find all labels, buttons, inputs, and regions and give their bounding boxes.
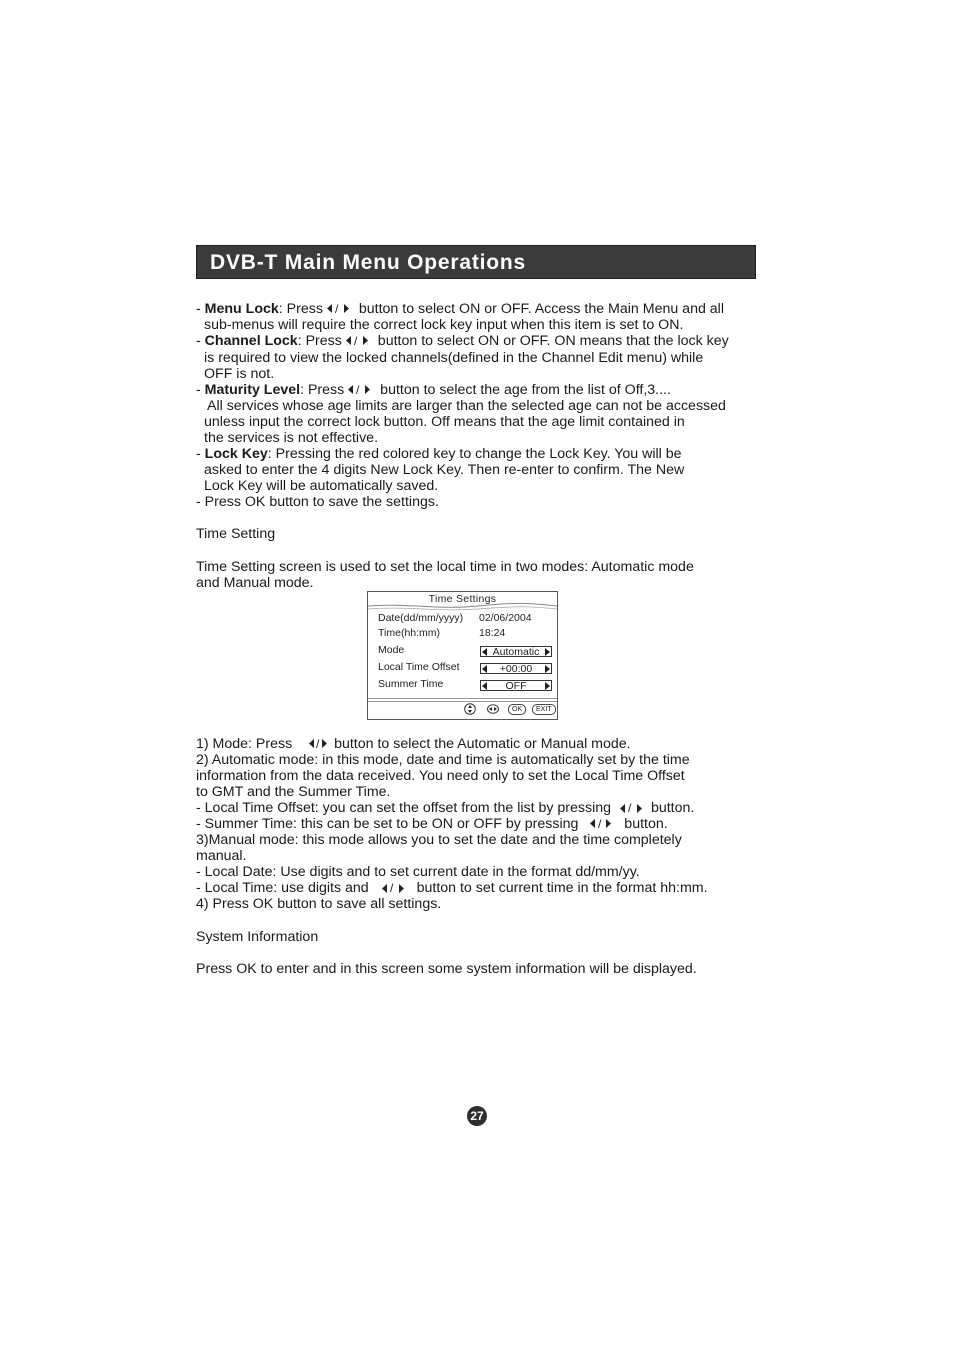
right-arrow-icon xyxy=(545,665,550,673)
right-arrow-icon xyxy=(545,682,550,690)
osd-offset-label: Local Time Offset xyxy=(378,661,460,673)
left-right-arrows-icon xyxy=(346,384,374,395)
osd-footer-divider xyxy=(368,698,557,699)
menu-lock-line2: sub-menus will require the correct lock key input when this item is set to ON. xyxy=(204,317,684,333)
instruction-line-8: manual. xyxy=(196,848,247,864)
section-banner xyxy=(196,245,756,279)
left-right-nav-icon xyxy=(487,704,499,714)
menu-lock-line1: - Menu Lock: Press / button to select ON or OFF. Access the Main Menu and all xyxy=(196,301,724,317)
lock-key-term: Lock Key xyxy=(204,446,268,462)
instruction-line-2: 2) Automatic mode: in this mode, date and time is automatically set by the time xyxy=(196,752,690,768)
svg-text:/: / xyxy=(356,384,360,395)
maturity-level-term: Maturity Level xyxy=(204,382,301,398)
instruction-line-3: information from the data received. You need only to set the Local Time Offset xyxy=(196,768,685,784)
left-right-arrows-icon xyxy=(617,802,645,813)
instruction-line-5: - Local Time Offset: you can set the offset from the list by pressing / button. xyxy=(196,800,695,816)
left-right-arrows-icon xyxy=(298,738,328,749)
osd-time-value[interactable]: 18:24 xyxy=(479,627,506,639)
left-right-arrows-icon xyxy=(584,818,618,829)
channel-lock-line2: is required to view the locked channels(defined in the Channel Edit menu) while xyxy=(204,350,704,366)
lock-key-line3: Lock Key will be automatically saved. xyxy=(204,478,439,494)
up-down-nav-icon xyxy=(464,703,476,715)
time-setting-intro-line2: and Manual mode. xyxy=(196,575,314,591)
save-note: - Press OK button to save the settings. xyxy=(196,494,439,510)
instruction-line-10: - Local Time: use digits and / button to set current time in the format hh:mm. xyxy=(196,880,708,896)
channel-lock-term: Channel Lock xyxy=(204,333,298,349)
system-info-heading: System Information xyxy=(196,929,319,945)
osd-date-value[interactable]: 02/06/2004 xyxy=(479,612,532,624)
channel-lock-line1: - Channel Lock: Press / button to select ON or OFF. ON means that the lock key xyxy=(196,333,729,349)
instruction-line-6: - Summer Time: this can be set to be ON or OFF by pressing / button. xyxy=(196,816,668,832)
svg-text:/: / xyxy=(316,738,320,749)
time-setting-intro-line1: Time Setting screen is used to set the local time in two modes: Automatic mode xyxy=(196,559,694,575)
ok-button[interactable]: OK xyxy=(508,704,526,715)
time-setting-heading: Time Setting xyxy=(196,526,276,542)
osd-summer-label: Summer Time xyxy=(378,678,444,690)
svg-text:/: / xyxy=(334,303,339,314)
channel-lock-line3: OFF is not. xyxy=(204,366,275,382)
right-arrow-icon xyxy=(545,648,550,656)
instruction-line-7: 3)Manual mode: this mode allows you to set the date and the time completely xyxy=(196,832,682,848)
svg-text:/: / xyxy=(353,335,358,346)
left-right-arrows-icon xyxy=(344,335,372,346)
maturity-level-line2: All services whose age limits are larger than the selected age can not be accessed xyxy=(207,398,726,414)
instruction-line-9: - Local Date: Use digits and to set current date in the format dd/mm/yy. xyxy=(196,864,640,880)
osd-offset-selector[interactable]: +00:00 xyxy=(480,663,552,674)
system-info-text: Press OK to enter and in this screen some system information will be displayed. xyxy=(196,961,697,977)
time-settings-screen xyxy=(367,591,558,720)
osd-title: Time Settings xyxy=(428,593,497,605)
maturity-level-line1: - Maturity Level: Press / button to select the age from the list of Off,3.... xyxy=(196,382,671,398)
page-number: 27 xyxy=(467,1106,487,1126)
osd-date-label: Date(dd/mm/yyyy) xyxy=(378,612,464,624)
osd-mode-label: Mode xyxy=(378,644,405,656)
lock-key-line2: asked to enter the 4 digits New Lock Key. Then re-enter to confirm. The New xyxy=(204,462,685,478)
menu-lock-term: Menu Lock xyxy=(204,301,279,317)
svg-text:/: / xyxy=(389,882,393,893)
left-right-arrows-icon xyxy=(325,303,353,314)
exit-button[interactable]: EXIT xyxy=(532,704,556,715)
instruction-line-4: to GMT and the Summer Time. xyxy=(196,784,391,800)
osd-summer-selector[interactable]: OFF xyxy=(480,680,552,691)
svg-text:/: / xyxy=(628,802,632,813)
osd-mode-selector[interactable]: Automatic xyxy=(480,646,552,657)
left-right-arrows-icon xyxy=(375,882,411,893)
osd-time-label: Time(hh:mm) xyxy=(378,627,441,639)
instruction-line-11: 4) Press OK button to save all settings. xyxy=(196,896,442,912)
osd-footer-divider xyxy=(368,701,557,702)
wave-divider xyxy=(368,602,557,612)
lock-key-line1: - Lock Key: Pressing the red colored key to change the Lock Key. You will be xyxy=(196,446,682,462)
maturity-level-line4: the services is not effective. xyxy=(204,430,379,446)
instruction-line-1: 1) Mode: Press / button to select the Automatic or Manual mode. xyxy=(196,736,631,752)
page-title: DVB-T Main Menu Operations xyxy=(210,251,526,274)
svg-text:/: / xyxy=(598,818,602,829)
maturity-level-line3: unless input the correct lock button. Off means that the age limit contained in xyxy=(204,414,685,430)
